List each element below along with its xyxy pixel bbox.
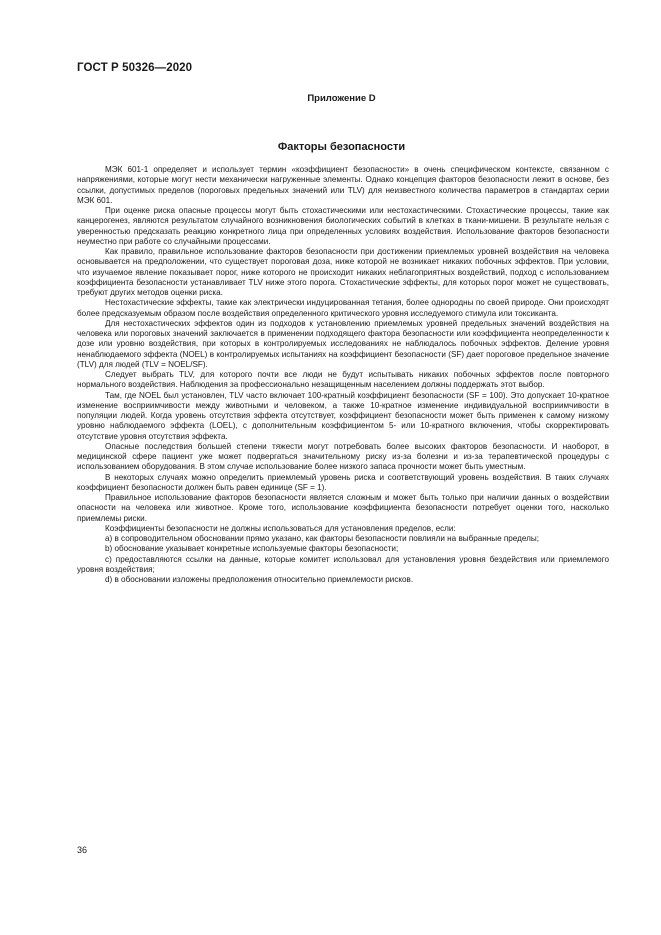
list-item: d) в обосновании изложены предположения относительно приемлемости рисков. <box>105 575 414 584</box>
paragraph: Там, где NOEL был установлен, TLV часто включает 100-кратный коэффициент безопасности (SF = 100). Это допускает 10-кратное изменение восприимчивости между животными и человеком, а также 10-кратное изменение индивидуальной восприимчивости в популяции людей. Когда уровень отсутствия эффекта отсутствует, коэффициент безопасности может быть применен к самому низкому уровню наблюдаемого эффекта (LOEL), с дополнительным коэффициентом 5- или 10-кратного включения, чтобы скорректировать отсутствие уровня отсутствия эффекта. <box>77 390 609 441</box>
paragraph: В некоторых случаях можно определить приемлемый уровень риска и соответствующий уровень воздействия. В таких случаях коэффициент безопасности должен быть равен единице (SF = 1). <box>77 472 609 492</box>
paragraph: При оценке риска опасные процессы могут быть стохастическими или нестохастическими. Стохастические процессы, такие как канцерогенез, являются результатом случайного возникновения биологических событий в клетках в ткани-мишени. В результате нельзя с уверенностью предсказать реакцию конкретного лица при определенных условиях воздействия. Использование факторов безопасности неуместно при работе со случайными процессами. <box>77 206 609 246</box>
paragraph: МЭК 601-1 определяет и использует термин «коэффициент безопасности» в очень специфическом контексте, связанном с напряжениями, которые могут нести механически нагруженные элементы. Однако концепция факторов безопасности лежит в основе, без ссылки, допустимых пределов (пороговых предельных значений или TLV) для неизвестного количества параметров в стандартах серии МЭК 601. <box>77 165 609 205</box>
paragraph: Правильное использование факторов безопасности является сложным и может быть только при наличии данных о воздействии опасности на человека или животное. Кроме того, использование коэффициента безопасности потребует оценки того, насколько приемлемы риски. <box>77 493 609 523</box>
list-item: c) предоставляются ссылки на данные, которые комитет использовал для установления уровня бездействия или приемлемого уровня воздействия; <box>77 554 609 574</box>
list-item: а) в сопроводительном обосновании прямо указано, как факторы безопасности повлияли на выбранные пределы; <box>105 534 539 543</box>
paragraph: Как правило, правильное использование факторов безопасности при достижении приемлемых уровней воздействия на человека основывается на предположении, что существует пороговая доза, ниже которой не возникает никаких побочных эффектов. При условии, что изучаемое явление показывает порог, ниже которого не происходит никаких неблагоприятных воздействий, подход с использованием коэффициента безопасности устанавливает TLV ниже этого порога. Стохастические эффекты, для которых порог может не существовать, требуют других методов оценки риска. <box>77 247 609 297</box>
paragraph: Коэффициенты безопасности не должны использоваться для установления пределов, если: <box>105 523 456 533</box>
document-code: ГОСТ Р 50326—2020 <box>77 62 193 74</box>
body-text <box>77 165 609 585</box>
section-title: Факторы безопасности <box>277 141 406 153</box>
paragraph: Следует выбрать TLV, для которого почти все люди не будут испытывать никаких побочных эффектов после повторного нормального воздействия. Наблюдения за профессионально незащищенным населением должны поддержать этот выбор. <box>77 370 609 390</box>
paragraph: Нестохастические эффекты, такие как электрически индуцированная тетания, более однородны по своей природе. Они происходят более предсказуемым образом после воздействия определенного критического уровня исследуемого стимула или токсиканта. <box>77 298 609 318</box>
page-number: 36 <box>77 845 88 855</box>
paragraph: Для нестохастических эффектов один из подходов к установлению приемлемых уровней предельных значений воздействия на человека или пороговых значений заключается в применении подходящего фактора безопасности или коэффициента неопределенности к дозе или уровню воздействия, при которых в контролируемых исследованиях не наблюдалось побочных эффектов. Деление уровня ненаблюдаемого эффекта (NOEL) в контролируемых испытаниях на коэффициент безопасности (SF) дает пороговое предельное значение (TLV) для людей (TLV = NOEL/SF). <box>77 318 609 369</box>
list-item: b) обоснование указывает конкретные используемые факторы безопасности; <box>105 544 399 554</box>
annex-title: Приложение D <box>307 93 376 104</box>
paragraph: Опасные последствия большей степени тяжести могут потребовать более высоких факторов безопасности. И наоборот, в медицинской сфере пациент уже может подвергаться значительному риску из-за болезни и из-за терапевтической процедуры с использованием оборудования. В этом случае использование более низкого запаса прочности может быть уместным. <box>77 441 609 472</box>
